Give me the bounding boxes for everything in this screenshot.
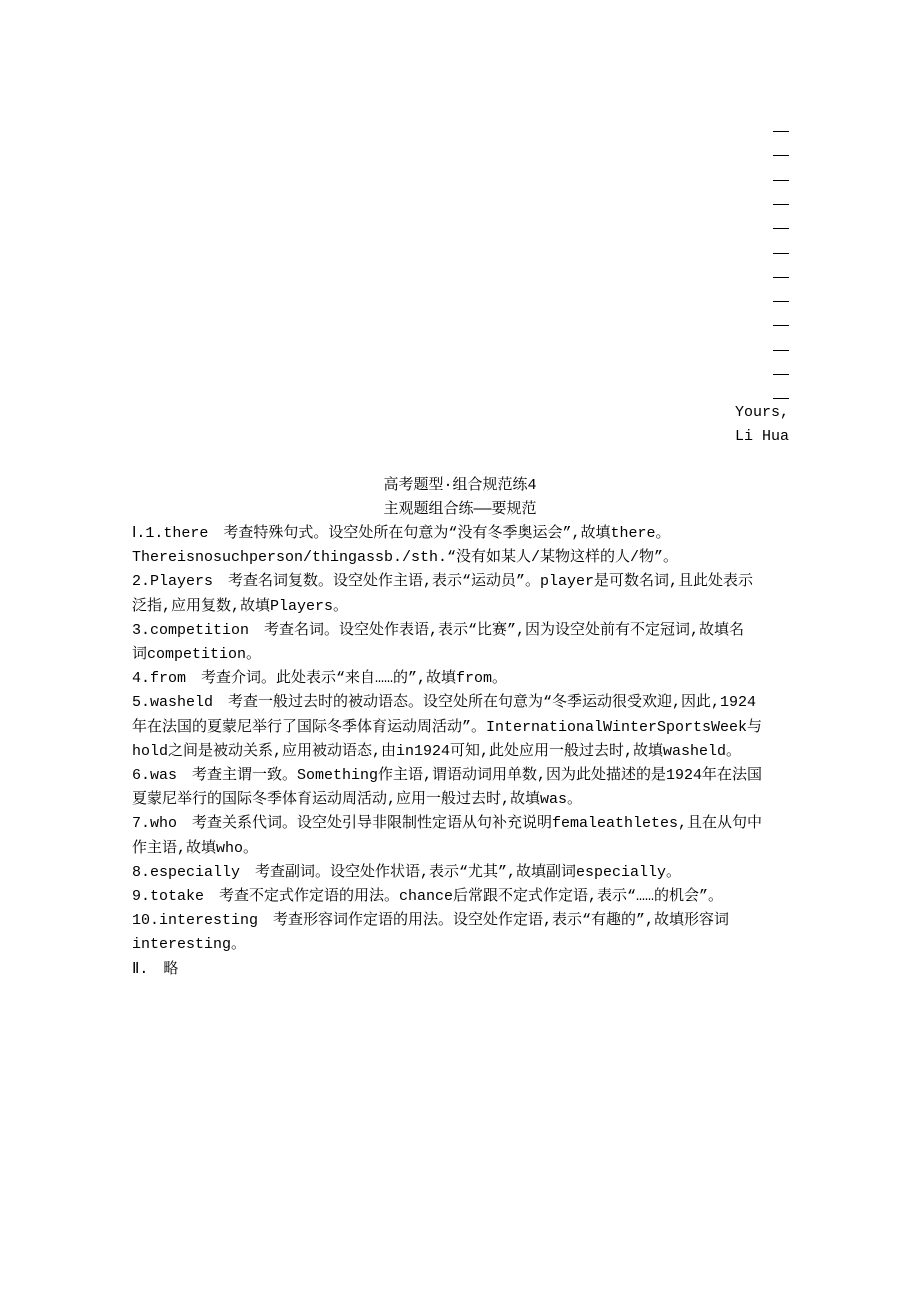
answer-line: Thereisnosuchperson/thingassb./sth.“没有如某人/某物这样的人/物”。 xyxy=(132,549,679,567)
blank-line xyxy=(773,350,789,351)
answer-line: 夏蒙尼举行的国际冬季体育运动周活动,应用一般过去时,故填was。 xyxy=(132,791,583,809)
answer-line: 作主语,故填who。 xyxy=(132,839,259,857)
answer-line: 年在法国的夏蒙尼举行了国际冬季体育运动周活动”。InternationalWinterSportsWeek与 xyxy=(132,718,763,736)
blank-line xyxy=(773,277,789,278)
blank-line xyxy=(773,228,789,229)
letter-closing: Yours, xyxy=(734,404,789,421)
answer-line: hold之间是被动关系,应用被动语态,由in1924可知,此处应用一般过去时,故填washeld。 xyxy=(132,742,742,760)
blank-line xyxy=(773,398,789,399)
answer-line: 10.interesting 考查形容词作定语的用法。设空处作定语,表示“有趣的”,故填形容词 xyxy=(132,912,730,930)
answer-line: 5.washeld 考查一般过去时的被动语态。设空处所在句意为“冬季运动很受欢迎,因此,1924 xyxy=(132,694,757,712)
answer-line: 3.competition 考查名词。设空处作表语,表示“比赛”,因为设空处前有不定冠词,故填名 xyxy=(132,621,745,639)
answer-line: Ⅱ. 略 xyxy=(132,960,179,978)
answer-line: 8.especially 考查副词。设空处作状语,表示“尤其”,故填副词especially。 xyxy=(132,863,682,881)
section-subtitle: 主观题组合练——要规范 xyxy=(383,501,537,518)
section-title: 高考题型·组合规范练4 xyxy=(383,477,537,494)
answer-line: Ⅰ.1.there 考查特殊句式。设空处所在句意为“没有冬季奥运会”,故填there。 xyxy=(132,525,671,542)
answer-line: 7.who 考查关系代词。设空处引导非限制性定语从句补充说明femaleathletes,且在从句中 xyxy=(132,815,763,833)
blank-line xyxy=(773,204,789,205)
blank-line xyxy=(773,131,789,132)
blank-line xyxy=(773,253,789,254)
letter-signature: Li Hua xyxy=(734,428,789,445)
blank-line xyxy=(773,301,789,302)
answer-line: 词competition。 xyxy=(132,646,262,663)
answer-line: 9.totake 考查不定式作定语的用法。chance后常跟不定式作定语,表示“……的机会”。 xyxy=(132,888,724,905)
answer-line: 6.was 考查主谓一致。Something作主语,谓语动词用单数,因为此处描述的是1924年在法国 xyxy=(132,767,763,784)
answer-line: 2.Players 考查名词复数。设空处作主语,表示“运动员”。player是可数名词,且此处表示 xyxy=(132,573,754,591)
blank-line xyxy=(773,180,789,181)
blank-line xyxy=(773,374,789,375)
answer-line: 泛指,应用复数,故填Players。 xyxy=(132,597,349,615)
blank-line xyxy=(773,325,789,326)
blank-line xyxy=(773,155,789,156)
answer-line: 4.from 考查介词。此处表示“来自……的”,故填from。 xyxy=(132,670,508,688)
answer-line: interesting。 xyxy=(132,936,247,954)
